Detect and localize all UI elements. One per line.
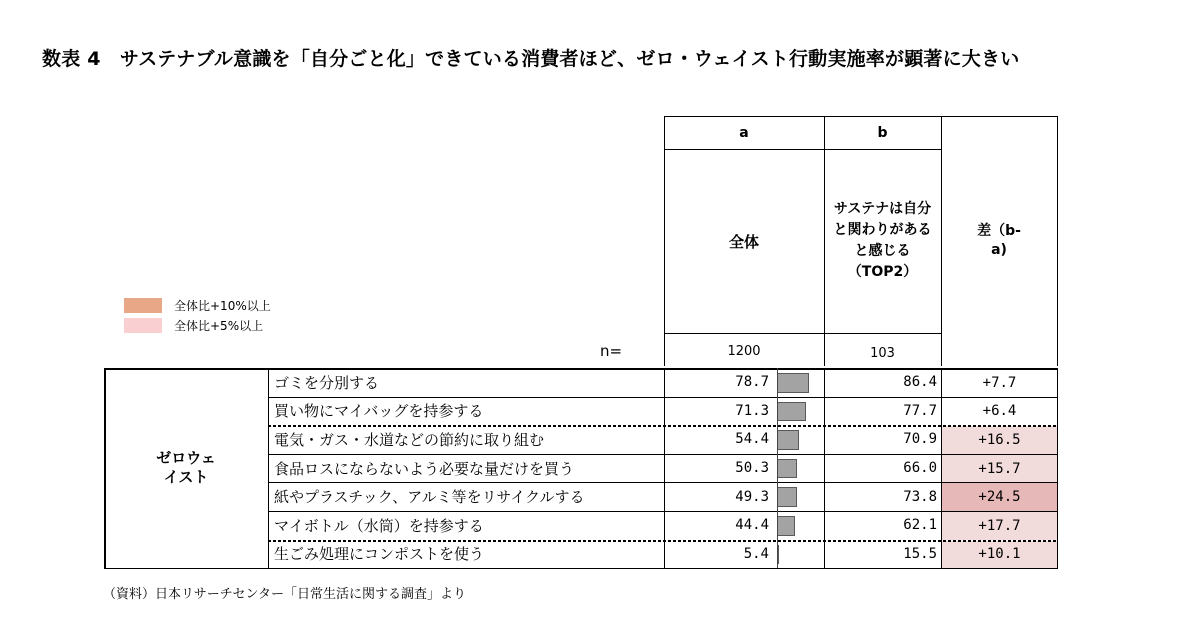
- row-label: 電気・ガス・水道などの節約に取り組む: [274, 430, 545, 449]
- grid-line: [664, 333, 941, 334]
- col-a-letter: a: [739, 124, 749, 141]
- grid-line: [664, 149, 941, 150]
- value-a: 54.4: [735, 431, 769, 448]
- value-a: 78.7: [735, 374, 769, 391]
- table-bottom-line: [104, 568, 1057, 569]
- value-a: 71.3: [735, 402, 769, 419]
- row-label: 紙やプラスチック、アルミ等をリサイクルする: [274, 488, 585, 507]
- column-divider: [268, 368, 269, 569]
- column-divider: [1057, 368, 1058, 569]
- grid-line: [824, 116, 825, 366]
- value-b: 70.9: [903, 431, 937, 448]
- row-divider: [268, 425, 1057, 427]
- col-a-header: 全体: [728, 232, 759, 251]
- legend-swatch-mid: [124, 318, 162, 333]
- bar-a: [777, 487, 797, 507]
- legend-item-high: [124, 297, 271, 314]
- row-divider: [268, 540, 1057, 542]
- n-label: n=: [600, 342, 623, 360]
- bar-a: [777, 516, 795, 536]
- value-a: 44.4: [735, 517, 769, 534]
- row-divider: [268, 397, 1057, 398]
- grid-line: [664, 116, 1058, 117]
- grid-line: [664, 116, 665, 366]
- bar-a: [777, 430, 799, 450]
- source-note: （資料）日本リサーチセンター「日常生活に関する調査」より: [103, 587, 466, 602]
- value-a: 50.3: [735, 460, 769, 477]
- diff-header: 差（b-a): [977, 223, 1021, 258]
- row-divider: [268, 482, 1057, 483]
- row-label: ゴミを分別する: [274, 373, 380, 392]
- value-diff: +10.1: [942, 541, 1057, 569]
- bar-a: [777, 373, 809, 393]
- value-b: 86.4: [903, 374, 937, 391]
- n-a-value: 1200: [727, 344, 761, 359]
- value-b: 62.1: [903, 517, 937, 534]
- value-diff: +17.7: [942, 512, 1057, 540]
- legend-label-high: 全体比+10%以上: [174, 299, 271, 313]
- n-b-value: 103: [870, 346, 895, 361]
- row-label: マイボトル（水筒）を持参する: [274, 516, 484, 535]
- col-b-letter: b: [877, 124, 888, 141]
- group-label-text: ゼロウェイスト: [156, 449, 216, 486]
- col-b-header: サステナは自分と関わりがあると感じる（TOP2）: [833, 201, 932, 280]
- value-diff: +16.5: [942, 426, 1057, 454]
- row-divider: [268, 454, 1057, 455]
- row-divider: [104, 368, 1057, 370]
- value-b: 77.7: [903, 402, 937, 419]
- legend-swatch-high: [124, 298, 162, 313]
- value-diff: +15.7: [942, 455, 1057, 483]
- grid-line: [941, 116, 942, 366]
- value-b: 15.5: [903, 545, 937, 562]
- bar-baseline: [777, 368, 778, 568]
- legend-item-mid: [124, 317, 263, 334]
- row-label: 生ごみ処理にコンポストを使う: [274, 545, 485, 564]
- column-divider: [824, 368, 825, 569]
- bar-a: [777, 459, 797, 479]
- group-label-zero-waste: [104, 368, 268, 568]
- column-divider: [941, 368, 942, 569]
- column-divider: [664, 368, 665, 569]
- value-b: 73.8: [903, 488, 937, 505]
- legend-label-mid: 全体比+5%以上: [174, 319, 264, 333]
- value-b: 66.0: [903, 460, 937, 477]
- bar-a: [777, 402, 806, 422]
- row-label: 買い物にマイバッグを持参する: [274, 402, 484, 421]
- row-divider: [268, 511, 1057, 512]
- value-a: 5.4: [743, 545, 769, 562]
- value-a: 49.3: [735, 488, 769, 505]
- value-diff: +7.7: [982, 374, 1017, 391]
- page-title: 数表 4 サステナブル意識を「自分ごと化」できている消費者ほど、ゼロ・ウェイスト行動実施率が顕著に大きい: [42, 48, 1020, 70]
- grid-line: [1057, 116, 1058, 366]
- value-diff: +6.4: [982, 403, 1017, 420]
- row-label: 食品ロスにならないよう必要な量だけを買う: [274, 459, 575, 478]
- column-divider: [104, 368, 106, 569]
- value-diff: +24.5: [942, 483, 1057, 511]
